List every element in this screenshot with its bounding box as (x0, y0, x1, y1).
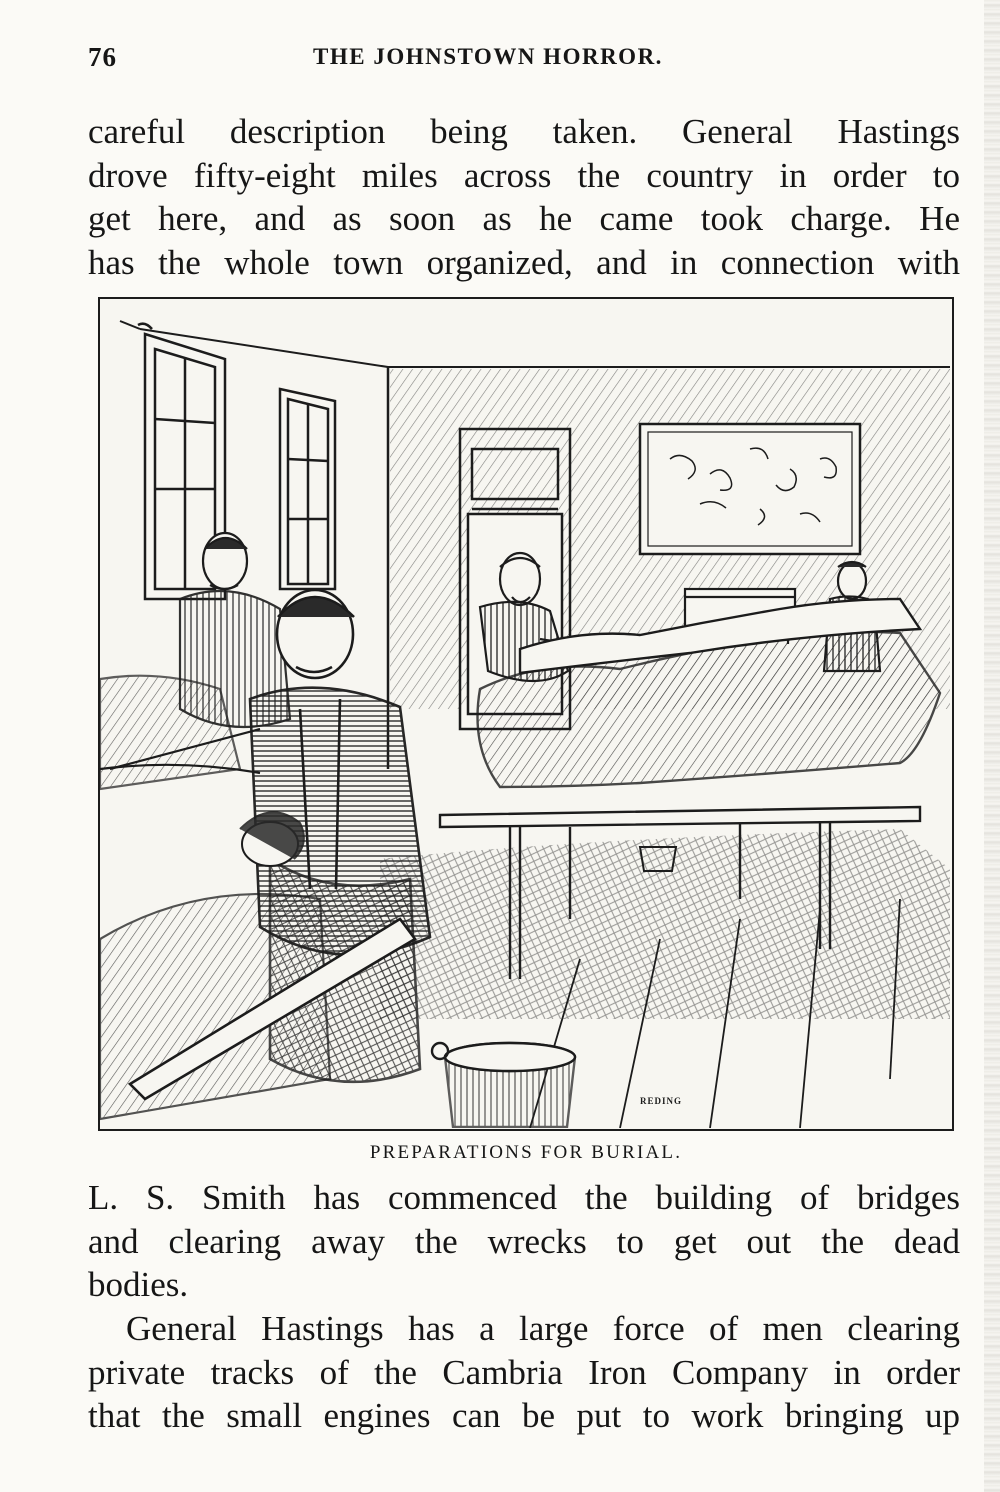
left-wall (120, 321, 388, 367)
burial-illustration (98, 297, 954, 1131)
running-head: THE JOHNSTOWN HORROR. (313, 44, 663, 69)
artist-signature: REDING (640, 1096, 683, 1106)
page-edge (984, 0, 1000, 1492)
middle-window (280, 389, 335, 589)
woman-in-bed (240, 812, 304, 866)
paragraph-3 (88, 1307, 960, 1438)
text-line: and clearing away the wrecks to get out the dead (88, 1221, 960, 1261)
text-line: that the small engines can be put to work bringing up (88, 1396, 960, 1435)
text-line: get here, and as soon as he came took charge. He (88, 199, 960, 238)
illustration-drawing (100, 299, 951, 1128)
wall-map (640, 424, 860, 554)
bucket-foreground (432, 1043, 575, 1127)
paragraph-2 (88, 1176, 960, 1307)
text-line: bodies. (88, 1265, 189, 1304)
text-line: General Hastings has a large force of men clearing (126, 1309, 960, 1348)
text-line: L. S. Smith has commenced the building of bridges (88, 1178, 960, 1217)
text-line: careful description being taken. General Hastings (88, 112, 960, 151)
text-line: has the whole town organized, and in connection with (88, 242, 960, 282)
page-number: 76 (88, 42, 117, 72)
paragraph-1 (88, 110, 960, 284)
text-line: drove fifty-eight miles across the country in order to (88, 155, 960, 195)
figure-caption: PREPARATIONS FOR BURIAL. (369, 1142, 683, 1163)
page-header (88, 40, 960, 80)
text-line: private tracks of the Cambria Iron Company in order (88, 1352, 960, 1392)
